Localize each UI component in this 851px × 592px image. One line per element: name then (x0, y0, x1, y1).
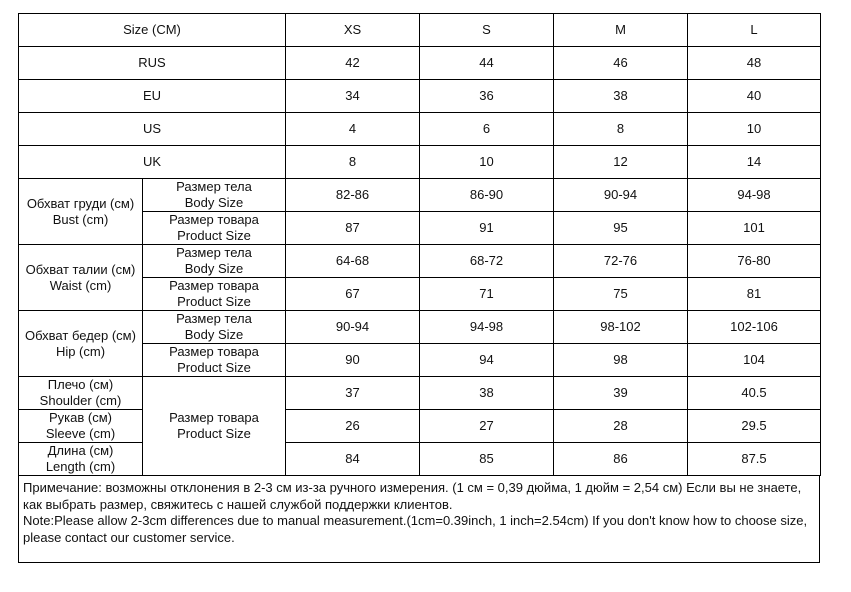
table-cell: 44 (420, 47, 554, 80)
table-cell: 81 (688, 278, 821, 311)
table-cell: 104 (688, 344, 821, 377)
size-xs-header: XS (286, 14, 420, 47)
body-size-ru: Размер тела (176, 311, 252, 326)
size-chart (18, 13, 820, 563)
table-cell: 76-80 (688, 245, 821, 278)
size-table (18, 13, 821, 476)
table-row (19, 80, 821, 113)
table-cell: 29.5 (688, 410, 821, 443)
product-size-label (143, 344, 286, 377)
table-cell: 68-72 (420, 245, 554, 278)
table-cell: 91 (420, 212, 554, 245)
table-cell: 87.5 (688, 443, 821, 476)
table-cell: 102-106 (688, 311, 821, 344)
body-size-en: Body Size (184, 327, 244, 342)
product-size-ru: Размер товара (169, 212, 259, 227)
length-label (19, 443, 143, 476)
table-cell: 95 (554, 212, 688, 245)
table-cell: 38 (554, 80, 688, 113)
product-size-label (143, 278, 286, 311)
table-cell: 64-68 (286, 245, 420, 278)
table-cell: 40.5 (688, 377, 821, 410)
size-header: Size (CM) (19, 14, 286, 47)
rus-label: RUS (19, 47, 286, 80)
product-size-label (143, 212, 286, 245)
note-ru: Примечание: возможны отклонения в 2-3 см из-за ручного измерения. (1 см = 0,39 дюйма, 1 дюйм = 2,54 см) Если вы не знаете, как выбрать размер, свяжитесь с нашей службой поддержки клиентов. (23, 480, 802, 512)
measurement-note (18, 476, 820, 563)
waist-label (19, 245, 143, 311)
table-cell: 36 (420, 80, 554, 113)
waist-label-en: Waist (cm) (49, 277, 112, 293)
product-size-label (143, 377, 286, 476)
body-size-label (143, 179, 286, 212)
table-row (19, 410, 821, 443)
bust-label-ru: Обхват груди (см) (26, 195, 135, 211)
table-cell: 71 (420, 278, 554, 311)
note-en: Note:Please allow 2-3cm differences due to manual measurement.(1cm=0.39inch, 1 inch=2.54cm) If you don't know how to choose size, please contact our customer service. (23, 513, 808, 545)
size-s-header: S (420, 14, 554, 47)
hip-label-en: Hip (cm) (55, 343, 106, 359)
table-cell: 4 (286, 113, 420, 146)
uk-label: UK (19, 146, 286, 179)
table-cell: 87 (286, 212, 420, 245)
length-label-ru: Длина (см) (47, 443, 114, 458)
table-cell: 90-94 (554, 179, 688, 212)
sleeve-label-ru: Рукав (см) (49, 410, 112, 425)
table-cell: 98-102 (554, 311, 688, 344)
table-cell: 38 (420, 377, 554, 410)
table-cell: 90-94 (286, 311, 420, 344)
table-cell: 82-86 (286, 179, 420, 212)
table-cell: 6 (420, 113, 554, 146)
table-cell: 94 (420, 344, 554, 377)
table-cell: 90 (286, 344, 420, 377)
shoulder-label-en: Shoulder (cm) (39, 393, 122, 408)
table-cell: 8 (286, 146, 420, 179)
table-cell: 85 (420, 443, 554, 476)
length-label-en: Length (cm) (45, 459, 116, 474)
table-row (19, 311, 821, 344)
product-size-en: Product Size (177, 360, 251, 375)
table-cell: 39 (554, 377, 688, 410)
table-cell: 42 (286, 47, 420, 80)
table-cell: 28 (554, 410, 688, 443)
shoulder-label (19, 377, 143, 410)
hip-label (19, 311, 143, 377)
table-cell: 101 (688, 212, 821, 245)
table-cell: 14 (688, 146, 821, 179)
table-cell: 94-98 (420, 311, 554, 344)
table-cell: 75 (554, 278, 688, 311)
table-cell: 10 (688, 113, 821, 146)
table-cell: 86-90 (420, 179, 554, 212)
header-row (19, 14, 821, 47)
table-cell: 12 (554, 146, 688, 179)
sleeve-label-en: Sleeve (cm) (45, 426, 116, 441)
product-size-en: Product Size (177, 228, 251, 243)
table-cell: 40 (688, 80, 821, 113)
body-size-en: Body Size (184, 195, 244, 210)
shoulder-label-ru: Плечо (см) (47, 377, 114, 392)
product-size-ru: Размер товара (169, 278, 259, 293)
product-size-ru: Размер товара (169, 410, 259, 425)
body-size-label (143, 311, 286, 344)
us-label: US (19, 113, 286, 146)
product-size-ru: Размер товара (169, 344, 259, 359)
body-size-ru: Размер тела (176, 245, 252, 260)
body-size-label (143, 245, 286, 278)
body-size-ru: Размер тела (176, 179, 252, 194)
table-cell: 26 (286, 410, 420, 443)
table-row (19, 245, 821, 278)
bust-label (19, 179, 143, 245)
table-cell: 37 (286, 377, 420, 410)
table-cell: 94-98 (688, 179, 821, 212)
table-cell: 86 (554, 443, 688, 476)
table-row (19, 443, 821, 476)
product-size-en: Product Size (177, 294, 251, 309)
waist-label-ru: Обхват талии (см) (25, 261, 136, 277)
table-cell: 27 (420, 410, 554, 443)
sleeve-label (19, 410, 143, 443)
product-size-en: Product Size (177, 426, 251, 441)
size-m-header: M (554, 14, 688, 47)
table-cell: 8 (554, 113, 688, 146)
table-row (19, 377, 821, 410)
table-cell: 48 (688, 47, 821, 80)
table-cell: 72-76 (554, 245, 688, 278)
bust-label-en: Bust (cm) (52, 211, 109, 227)
table-cell: 34 (286, 80, 420, 113)
table-row (19, 179, 821, 212)
size-l-header: L (688, 14, 821, 47)
table-row (19, 113, 821, 146)
body-size-en: Body Size (184, 261, 244, 276)
table-cell: 10 (420, 146, 554, 179)
hip-label-ru: Обхват бедер (см) (25, 327, 136, 343)
table-cell: 46 (554, 47, 688, 80)
table-row (19, 47, 821, 80)
eu-label: EU (19, 80, 286, 113)
table-cell: 84 (286, 443, 420, 476)
table-row (19, 146, 821, 179)
table-cell: 67 (286, 278, 420, 311)
table-cell: 98 (554, 344, 688, 377)
